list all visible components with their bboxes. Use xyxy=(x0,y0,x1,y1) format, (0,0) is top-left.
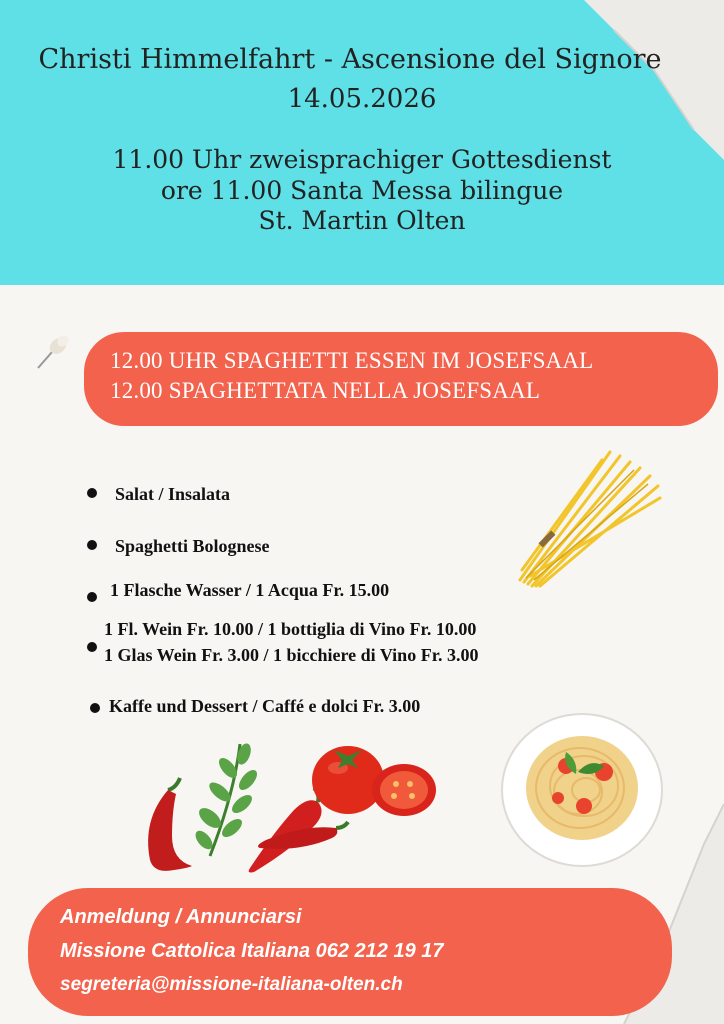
menu-item-salad: Salat / Insalata xyxy=(115,484,231,504)
bullet xyxy=(87,642,97,652)
bullet xyxy=(87,540,97,550)
bullet xyxy=(87,488,97,498)
pushpin-icon xyxy=(30,330,75,375)
service-location: St. Martin Olten xyxy=(258,206,466,235)
contact-phone: Missione Cattolica Italiana 062 212 19 17 xyxy=(60,940,444,962)
tomato-illustration xyxy=(310,738,440,823)
contact-email[interactable]: segreteria@missione-italiana-olten.ch xyxy=(60,974,403,995)
service-line-de: 11.00 Uhr zweisprachiger Gottesdienst xyxy=(112,145,612,174)
event-title: Christi Himmelfahrt - Ascensione del Signore xyxy=(38,44,662,75)
banner-line-de: 12.00 UHR SPAGHETTI ESSEN IM JOSEFSAAL xyxy=(110,348,594,373)
bullet xyxy=(87,592,97,602)
bullet xyxy=(90,703,100,713)
torn-paper-decoration xyxy=(524,0,724,160)
service-line-it: ore 11.00 Santa Messa bilingue xyxy=(160,176,564,205)
spaghetti-bundle-illustration xyxy=(510,440,670,590)
menu-item-wine-glass: 1 Glas Wein Fr. 3.00 / 1 bicchiere di Vino Fr. 3.00 xyxy=(104,645,479,665)
menu-item-coffee: Kaffe und Dessert / Caffé e dolci Fr. 3.00 xyxy=(109,696,421,716)
lunch-banner xyxy=(84,332,718,426)
menu-item-spaghetti: Spaghetti Bolognese xyxy=(115,536,270,556)
menu-item-water: 1 Flasche Wasser / 1 Acqua Fr. 15.00 xyxy=(110,580,390,600)
banner-line-it: 12.00 SPAGHETTATA NELLA JOSEFSAAL xyxy=(110,378,541,403)
event-date: 14.05.2026 xyxy=(287,84,437,114)
menu-item-wine-bottle: 1 Fl. Wein Fr. 10.00 / 1 bottiglia di Vino Fr. 10.00 xyxy=(104,619,477,639)
registration-heading: Anmeldung / Annunciarsi xyxy=(60,906,302,928)
